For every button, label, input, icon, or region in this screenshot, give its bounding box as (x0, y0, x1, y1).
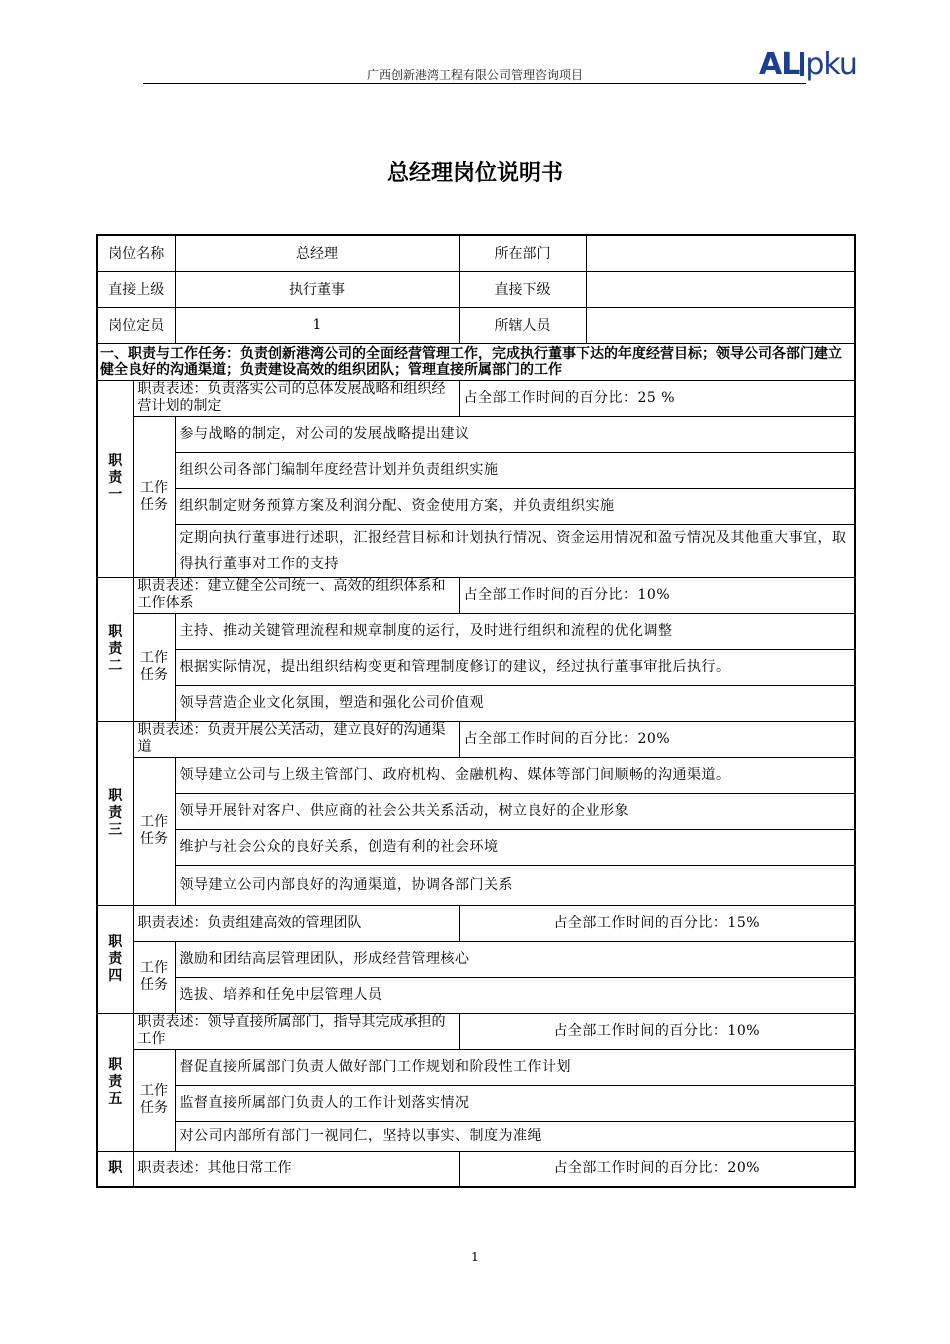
info-label: 岗位定员 (97, 307, 175, 343)
info-row (97, 271, 855, 307)
task-item: 参与战略的制定，对公司的发展战略提出建议 (175, 416, 855, 452)
info-value: 1 (175, 307, 459, 343)
duty-description-row (97, 380, 855, 416)
task-row (97, 1049, 855, 1085)
task-item: 维护与社会公众的良好关系，创造有利的社会环境 (175, 829, 855, 865)
task-item: 定期向执行董事进行述职，汇报经营目标和计划执行情况、资金运用情况和盈亏情况及其他重大事宜，取得执行董事对工作的支持 (175, 524, 855, 577)
duty-label: 职 (97, 1151, 133, 1187)
duty-label: 职责三 (97, 721, 133, 905)
duty-label: 职责二 (97, 577, 133, 721)
page-title: 总经理岗位说明书 (386, 161, 563, 186)
task-item: 组织公司各部门编制年度经营计划并负责组织实施 (175, 452, 855, 488)
duty-description-row (97, 1013, 855, 1049)
duty-time-percentage: 占全部工作时间的百分比：25 % (459, 380, 855, 416)
task-item: 领导营造企业文化氛围，塑造和强化公司价值观 (175, 685, 855, 721)
section-heading-row (97, 343, 855, 380)
info-label: 直接上级 (97, 271, 175, 307)
header-project-name: 广西创新港湾工程有限公司管理咨询项目 (366, 68, 583, 82)
task-row (97, 488, 855, 524)
task-row (97, 757, 855, 793)
task-item: 监督直接所属部门负责人的工作计划落实情况 (175, 1085, 855, 1121)
task-row (97, 941, 855, 977)
job-description-table (96, 234, 856, 1188)
info-value (586, 307, 855, 343)
task-item: 激励和团结高层管理团队，形成经营管理核心 (175, 941, 855, 977)
task-row (97, 1085, 855, 1121)
duty-description-row (97, 721, 855, 757)
duty-description: 职责表述：负责开展公关活动，建立良好的沟通渠道 (133, 721, 459, 757)
task-label: 工作任务 (133, 613, 175, 721)
info-value: 总经理 (175, 235, 459, 271)
info-row (97, 307, 855, 343)
task-row (97, 829, 855, 865)
duty-time-percentage: 占全部工作时间的百分比：15% (459, 905, 855, 941)
section-heading: 一、职责与工作任务：负责创新港湾公司的全面经营管理工作，完成执行董事下达的年度经营目标；领导公司各部门建立健全良好的沟通渠道；负责建设高效的组织团队；管理直接所属部门的工作 (97, 343, 855, 380)
task-item: 根据实际情况，提出组织结构变更和管理制度修订的建议，经过执行董事审批后执行。 (175, 649, 855, 685)
task-row (97, 524, 855, 577)
duty-time-percentage: 占全部工作时间的百分比：10% (459, 577, 855, 613)
company-logo: AL pku (759, 47, 857, 82)
task-row (97, 865, 855, 905)
duty-time-percentage: 占全部工作时间的百分比：10% (459, 1013, 855, 1049)
task-label: 工作任务 (133, 416, 175, 577)
task-label: 工作任务 (133, 941, 175, 1013)
task-row (97, 416, 855, 452)
duty-description-row (97, 577, 855, 613)
task-item: 领导开展针对客户、供应商的社会公共关系活动，树立良好的企业形象 (175, 793, 855, 829)
duty-description: 职责表述：领导直接所属部门，指导其完成承担的工作 (133, 1013, 459, 1049)
task-row (97, 977, 855, 1013)
duty-time-percentage: 占全部工作时间的百分比：20% (459, 721, 855, 757)
duty-label: 职责一 (97, 380, 133, 577)
duty-label: 职责五 (97, 1013, 133, 1151)
duty-description: 职责表述：负责落实公司的总体发展战略和组织经营计划的制定 (133, 380, 459, 416)
duty-description: 职责表述：负责组建高效的管理团队 (133, 905, 459, 941)
info-label: 岗位名称 (97, 235, 175, 271)
task-item: 对公司内部所有部门一视同仁，坚持以事实、制度为准绳 (175, 1121, 855, 1151)
info-value: 执行董事 (175, 271, 459, 307)
info-row (97, 235, 855, 271)
duty-description-row (97, 1151, 855, 1187)
task-row (97, 793, 855, 829)
duty-time-percentage: 占全部工作时间的百分比：20% (459, 1151, 855, 1187)
duty-description: 职责表述：其他日常工作 (133, 1151, 459, 1187)
task-item: 领导建立公司内部良好的沟通渠道，协调各部门关系 (175, 865, 855, 905)
task-row (97, 1121, 855, 1151)
task-label: 工作任务 (133, 1049, 175, 1151)
info-label: 直接下级 (459, 271, 586, 307)
info-label: 所在部门 (459, 235, 586, 271)
task-item: 领导建立公司与上级主管部门、政府机构、金融机构、媒体等部门间顺畅的沟通渠道。 (175, 757, 855, 793)
info-value (586, 235, 855, 271)
page-number: 1 (471, 1250, 479, 1264)
header-rule (143, 83, 806, 84)
duty-description-row (97, 905, 855, 941)
task-item: 督促直接所属部门负责人做好部门工作规划和阶段性工作计划 (175, 1049, 855, 1085)
duty-description: 职责表述：建立健全公司统一、高效的组织体系和工作体系 (133, 577, 459, 613)
info-value (586, 271, 855, 307)
duty-label: 职责四 (97, 905, 133, 1013)
task-row (97, 685, 855, 721)
task-row (97, 613, 855, 649)
task-row (97, 649, 855, 685)
task-item: 选拔、培养和任免中层管理人员 (175, 977, 855, 1013)
task-label: 工作任务 (133, 757, 175, 905)
task-row (97, 452, 855, 488)
task-item: 组织制定财务预算方案及利润分配、资金使用方案，并负责组织实施 (175, 488, 855, 524)
task-item: 主持、推动关键管理流程和规章制度的运行，及时进行组织和流程的优化调整 (175, 613, 855, 649)
info-label: 所辖人员 (459, 307, 586, 343)
